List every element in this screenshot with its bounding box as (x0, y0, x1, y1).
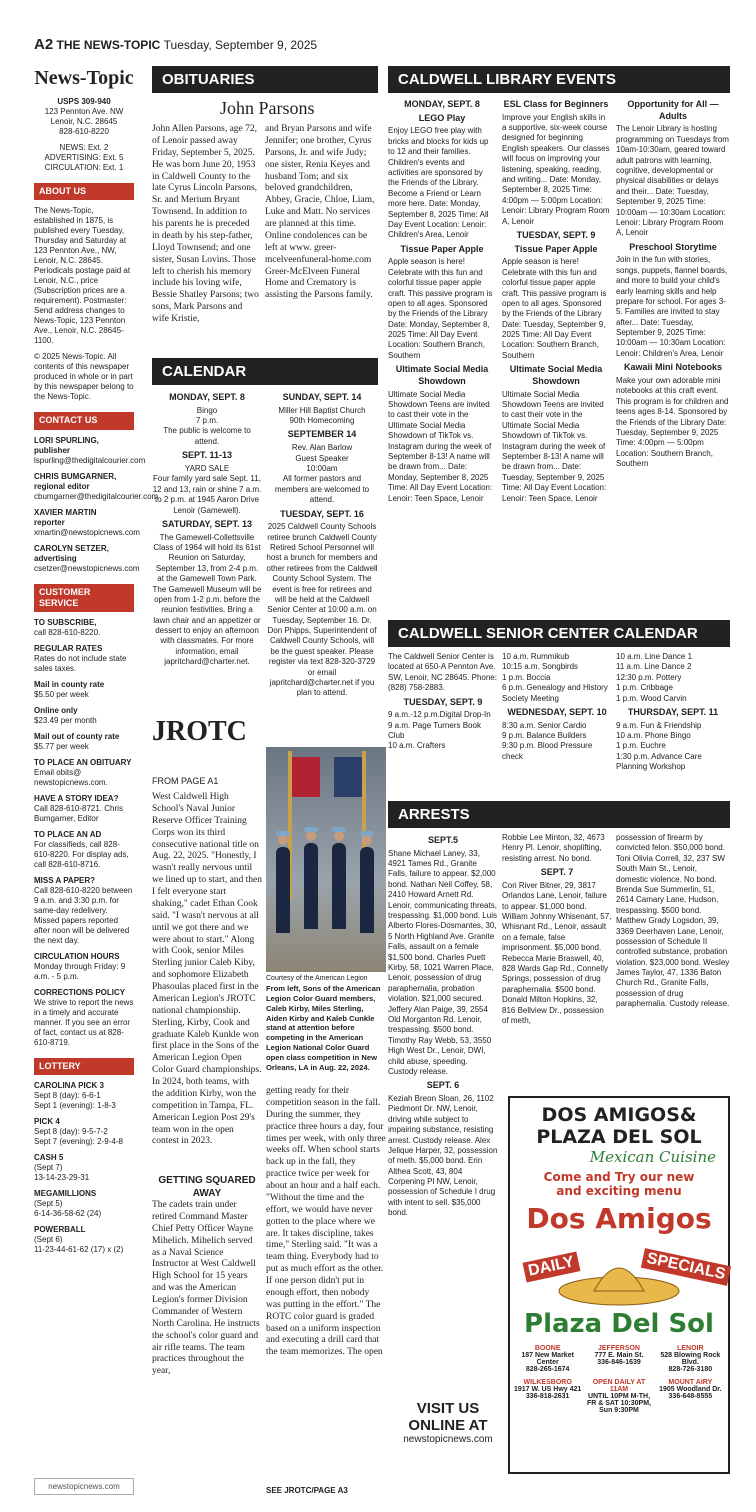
service-entry (34, 876, 134, 946)
ad-location (513, 1345, 582, 1373)
cadet-figure (360, 847, 374, 933)
cadet-face (278, 835, 288, 845)
restaurant-ad[interactable] (508, 1096, 730, 1474)
cadet-figure (332, 843, 346, 929)
flag (334, 757, 362, 797)
service-value: $23.49 per month (34, 716, 97, 725)
ad-locations (510, 1345, 728, 1414)
ad-location (513, 1379, 582, 1414)
obituary-name: John Parsons (220, 98, 315, 118)
service-entry (34, 830, 134, 870)
service-entry (34, 680, 134, 700)
service-entry (34, 794, 134, 824)
jump-line: SEE JROTC/PAGE A3 (266, 1486, 348, 1495)
arrests-col-2 (502, 833, 612, 1093)
service-entry (34, 644, 134, 674)
location-name: WILKESBORO (523, 1379, 572, 1386)
lottery-game: PICK 4 (34, 1117, 60, 1127)
cadet-cap (276, 831, 290, 836)
jrotc-from-text: FROM PAGE A1 (152, 776, 219, 786)
event-date: SEPT. 11-13 (181, 450, 233, 461)
ad-specials: SPECIALS (641, 1248, 731, 1286)
location-phone: FR & SAT 10:30PM, Sun 9:30PM (586, 1400, 652, 1414)
obituary-col-2: and Bryan Parsons and wife Jennifer; one brother, Cyrus Parsons, Jr. and wife Judy; one sister, Renia Keyes and husband Tom; and six beloved grandchildren, Abbey, Gracie, Chloe, Liam, Luke and Matt. No services are planned at this time. Online condolences can be left at www. greer-mcelveenfuneral-home.com Greer-McElveen Funeral Home and Crematory is assisting the Parsons family. (265, 124, 375, 301)
arrest-entries: Cori River Bitner, 29, 3817 Orlandos Lane, Lenoir, failure to appear. $1,000 bond. William Johnny Whisenant, 57, Whisnant Rd., Lenoir, assault on a female, false imprisonment. $5,000 bond. Rebecca Marie Braswell, 40, 828 Wards Gap Rd., Connelly Springs, possession of drug paraphernalia. $500 bond. Donald Milton Hopkins, 32, 816 Bellview Dr., possession of meth, (502, 880, 612, 1025)
contact-role: reporter (34, 517, 65, 527)
lottery-numbers: (Sept 5) 6-14-36-58-62 (24) (34, 1199, 102, 1219)
senior-items: 9 a.m.-12 p.m.Digital Drop-In 9 a.m. Page Turners Book Club 10 a.m. Crafters (388, 710, 491, 751)
jrotc-subhead: GETTING SQUARED AWAY (158, 1175, 256, 1199)
ad-location (656, 1345, 725, 1373)
service-value: call 828-610-8220. (34, 628, 101, 637)
library-col-3 (616, 97, 730, 609)
contact-entry (34, 435, 146, 466)
arrest-entries: Robbie Lee Minton, 32, 4673 Henry Pl. Lenoir, shoplifting, resisting arrest. No bond. (502, 833, 605, 863)
section-body: The Lenoir Library is hosting programming on Tuesdays from 10am-10:30am, geared toward adult patrons with learning, cognitive, developmental or physical disabilities or delays and their... Date: Tuesday, September 9, 2025 Time: 10:00am — 10:30am Location: Lenoir: Library Program Room A, Lenoir (616, 124, 729, 238)
section-body: Apple season is here! Celebrate with this fun and colorful tissue paper apple craft. This passive program is open to all ages. Sponsored by the Friends of the Library Date: Tuesday, September 9, 2025 Time: All Day Event Location: Southern Branch, Southern (502, 257, 607, 360)
senior-items: 8:30 a.m. Senior Cardio 9 p.m. Balance Builders 9:30 p.m. Blood Pressure check (502, 720, 593, 761)
section-subhead: TUESDAY, SEPT. 9 (516, 229, 596, 240)
event-date: SUNDAY, SEPT. 14 (282, 392, 362, 402)
service-title: CORRECTIONS POLICY (34, 988, 126, 997)
senior-day: TUESDAY, SEPT. 9 (403, 696, 483, 707)
contact-name: CAROLYN SETZER, (34, 543, 109, 553)
section-body: Enjoy LEGO free play with bricks and blocks for kids up to 12 and their families. Children's events and activities are sponsored by the Friends of the Library. Become a Friend or Learn more here. Date: Monday, September 8, 2025 Time: All Day Event Location: Lenoir: Children's Area, Lenoir (388, 126, 489, 240)
paper-name: THE NEWS-TOPIC (56, 38, 161, 52)
location-phone: 828-265-1674 (525, 1366, 570, 1373)
section-subhead: Kawaii Mini Notebooks (623, 362, 722, 373)
location-name: JEFFERSON (597, 1345, 640, 1352)
event-body: Miller Hill Baptist Church 90th Homecoming (278, 405, 366, 426)
customer-service-heading: CUSTOMER SERVICE (34, 584, 134, 613)
location-address: 528 Blowing Rock Blvd. (660, 1352, 721, 1366)
event-body: The Gamewell-Collettsville Class of 1964 will hold its 61st Reunion on Saturday, September 13, from 2-4 p.m. at the Gamewell Town Park. The Gamewell Museum will be open from 1-2 p.m. before the reunion festivities. Bring a lawn chair and an appetizer or dessert to enjoy an afternoon with classmates. For more information, email japritchard@charter.net. (152, 532, 262, 667)
lottery-numbers: Sept 8 (day): 9-5-7-2 Sept 7 (evening): 2-9-4-8 (34, 1127, 123, 1147)
ad-tagline-2: and exciting menu (556, 1184, 682, 1198)
service-value: Email obits@ newstopicnews.com. (34, 768, 108, 787)
service-entry (34, 706, 134, 726)
arrest-entries: possession of firearm by convicted felon. $50,000 bond. Toni Olivia Correll, 32, 237 SW South Main St., Lenoir, domestic violence. No bond. Brenda Sue Summerlin, 51, 2614 Camary Lane, Hudson, trespassing. $500 bond. Matthew Grady Logsdon, 39, 3369 Deerhaven Lane, Lenoir, possession of Schedule II controlled substance, probation violation. $23,000 bond. Wesley James Taylor, 47, 1336 Baton Church Rd., Granite Falls, possession of drug paraphernalia. Custody release. (616, 833, 730, 1009)
section-subhead: ESL Class for Beginners (503, 99, 609, 109)
location-name: BOONE (534, 1345, 561, 1352)
location-name: LENOIR (677, 1345, 704, 1352)
visit-line-1: VISIT US (416, 1400, 480, 1417)
service-title: Online only (34, 706, 78, 715)
arrest-date: SEPT.5 (427, 835, 458, 845)
senior-items: 9 a.m. Fun & Friendship 10 a.m. Phone Bingo 1 p.m. Euchre 1:30 p.m. Advance Care Planning Workshop (616, 720, 702, 772)
location-name: MOUNT AIRY (668, 1379, 713, 1386)
cadet-figure (276, 847, 290, 933)
service-entry (34, 988, 134, 1048)
contact-heading: CONTACT US (34, 412, 134, 429)
ad-tagline-1: Come and Try our new (543, 1170, 695, 1184)
service-value: We strive to report the news in a timely and accurate manner. If you see an error of fact, contact us at 828-610-8719. (34, 998, 134, 1047)
contact-email[interactable]: xmartin@newstopicnews.com (34, 527, 140, 537)
cadet-cap (332, 827, 346, 832)
contact-email[interactable]: lspurling@thedigitalcourier.com (34, 455, 146, 465)
event-date: SATURDAY, SEPT. 13 (161, 518, 253, 529)
section-subhead: Tissue Paper Apple (400, 243, 484, 254)
service-title: TO SUBSCRIBE, (34, 618, 97, 627)
calendar-col-2 (266, 390, 378, 706)
service-entry (34, 618, 134, 638)
ad-location (584, 1379, 653, 1414)
ad-specials-banner (510, 1239, 728, 1309)
event-date: SEPTEMBER 14 (287, 429, 357, 440)
service-value: For classifieds, call 828-610-8220. For display ads, call 828-610-8716. (34, 840, 129, 869)
library-col-2 (502, 97, 610, 609)
senior-items: The Caldwell Senior Center is located at 650-A Pennton Ave. SW, Lenoir, NC 28645. Phone: (828) 758-2883. (388, 652, 497, 693)
copyright: © 2025 News-Topic. All contents of this newspaper produced in whole or in part by this newspaper belong to the News-Topic. (34, 352, 134, 402)
obituary-col-1: John Allen Parsons, age 72, of Lenoir passed away Friday, September 5, 2025. He was born June 20, 1953 in Caldwell County to the late Cyrus Lincoln Parsons, Sr. and Merium Bryant Townsend. In addition to his parents he is preceded in death by his step-father, Lloyd Townsend; and one sister, Susan Lovins. Those left to cherish his memory include his loving wife, Bessie Shatley Parsons; two sons, Mark Parsons and wife Kristie, (152, 124, 259, 324)
visit-line-2: ONLINE AT (408, 1417, 488, 1434)
section-body: Join in the fun with stories, songs, puppets, flannel boards, and more to build your child's early learning skills and help prepare for school. For ages 3-5. Families are invited to stay after... Date: Tuesday, September 9, 2025 Time: 10:00am — 10:30am Location: Lenoir: Children's Area, Lenoir (616, 255, 728, 358)
section-body: Make your own adorable mini notebooks at this craft event. This program is for children and teens ages 8-14. Sponsored by the Friends of the Library Date: Tuesday, September 9, 2025 Time: 4:00pm — 5:00pm Location: Southern Branch, Southern (616, 375, 729, 469)
section-subhead: Opportunity for All — Adults (627, 99, 719, 121)
contact-role: regional editor (34, 481, 90, 491)
service-title: CIRCULATION HOURS (34, 952, 120, 961)
location-phone: 336-648-8555 (668, 1393, 713, 1400)
jrotc-col-1b: The cadets train under retired Command Master Chief Petty Officer Wayne Mihelich. Mihelich served as a Naval Science Instructor at West Caldwell High School for 15 years and was the American Legion's former Division Commander of Western North Carolina. He instructs the school's color guard and air rifle teams. The team practices throughout the year, (152, 1200, 260, 1377)
lottery-numbers: (Sept 7) 13-14-23-29-31 (34, 1163, 90, 1183)
section-body: Apple season is here! Celebrate with this fun and colorful tissue paper apple craft. This passive program is open to all ages. Sponsored by the Friends of the Library Date: Monday, September 8, 2025 Time: All Day Event Location: Southern Branch, Southern (388, 257, 493, 360)
service-title: MISS A PAPER? (34, 876, 96, 885)
sidebar (34, 66, 159, 1261)
lottery-entry (34, 1153, 134, 1183)
senior-items: 10 a.m. Rummikub 10:15 a.m. Songbirds 1 p.m. Boccia 6 p.m. Genealogy and History Society Meeting (502, 652, 608, 703)
obituaries-heading: OBITUARIES (152, 66, 378, 93)
lottery-entry (34, 1225, 134, 1255)
section-body: Improve your English skills in a supportive, six-week course designed for beginning English speakers. Our classes will focus on improving your listening, speaking, reading, and writing... Date: Monday, September 8, 2025 Time: 4:00pm — 5:00pm Location: Lenoir: Library Program Room A, Lenoir (502, 112, 610, 226)
page-number: A2 (34, 36, 54, 53)
location-address: 1917 W. US Hwy 421 (514, 1386, 582, 1393)
location-address: UNTIL 10PM M-TH, (587, 1393, 651, 1400)
lottery-game: MEGAMILLIONS (34, 1189, 97, 1199)
photo-caption: From left, Sons of the American Legion Color Guard members, Caleb Kirby, Miles Sterling, Aiden Kirby and Kaleb Cunkle stand at attention before competing in the American Legion National Color Guard open class competition in New Orleans, LA in Aug. 22, 2024. (266, 984, 381, 1072)
about-heading: ABOUT US (34, 183, 134, 200)
service-value: $5.77 per week (34, 742, 89, 751)
section-subhead: Preschool Storytime (629, 241, 717, 252)
color-guard-photo (266, 747, 386, 972)
ad-daily: DAILY (523, 1252, 580, 1283)
event-body: 2025 Caldwell County Schools retiree brunch Caldwell County Retired School Personnel will host a brunch for members and other retirees from the Caldwell County School System. The event is free for retirees and will be held at the Caldwell Senior Center at 10:00 a.m. on Tuesday, September 16. Dr. Don Phipps, Superintendent of Caldwell County Schools, will be the guest speaker. Please register via text 828-320-3729 or email japritchard@charter.net if you plan to attend. (266, 522, 378, 698)
arrest-date: SEPT. 6 (426, 1080, 460, 1091)
jrotc-col-2: getting ready for their competition season in the fall. During the summer, they practice three hours a day, four times per week, with only three weeks off. When school starts back up in the fall, they practice twice per week for about an hour and a half each. "Without the time and the effort, we would have never gotten to the place where we are. It takes discipline, takes time," Sterling said. "It was a team thing. Everybody had to put as much effort as the other. If one person didn't put in enough effort, then nobody was putting in the effort." The ROTC color guard is graded based on a uniform inspection and executing a drill card that the team memorizes. The open (266, 1086, 386, 1358)
senior-col-2 (502, 652, 612, 792)
library-col-1 (388, 97, 496, 609)
ext-circulation: CIRCULATION: Ext. 1 (44, 163, 124, 172)
cadet-face (334, 831, 344, 841)
lottery-game: CAROLINA PICK 3 (34, 1081, 104, 1091)
senior-day: WEDNESDAY, SEPT. 10 (507, 706, 607, 717)
lottery-entry (34, 1189, 134, 1219)
masthead-logo: News-Topic (34, 67, 134, 89)
section-subhead: Ultimate Social Media Showdown (395, 364, 489, 386)
jrotc-col-1: West Caldwell High School's Naval Junior Reserve Officer Training Corps won its third consecutive national title on Aug. 22, 2025. "Honestly, I wasn't really nervous until we lined up to start, and then I felt everyone start shaking," cadet Ethan Cook said. "I wasn't nervous at all until we got there and we were about to start." Along with Cook, senior Miles Sterling junior Caleb Kiby, and sophomore Elizabeth Phasoulas placed first in the American Legion's JROTC national championship. Sterling, Kirby, Cook and graduate Kaleb Kunkle won first place in the Sons of the American Legion Open Color Guard championships. In 2024, both teams, with the addition Kirby, won the competition in Tampa, FL. American Legion Post 29's team won in the open contest in 2023. (152, 792, 262, 1147)
contact-entry (34, 507, 140, 538)
service-value: Rates do not include state sales taxes. (34, 654, 127, 673)
service-title: HAVE A STORY IDEA? (34, 794, 119, 803)
service-title: TO PLACE AN OBITUARY (34, 758, 132, 767)
location-name: OPEN DAILY AT 11AM (592, 1379, 646, 1393)
cadet-cap (304, 827, 318, 832)
visit-online-promo[interactable] (388, 1400, 508, 1445)
arrests-col-1 (388, 833, 498, 1393)
extensions (34, 143, 134, 173)
ad-logo-dos-amigos: Dos Amigos (526, 1202, 712, 1235)
service-entry (34, 732, 134, 752)
usps-number: USPS 309-940 (57, 97, 111, 106)
section-subhead: Ultimate Social Media Showdown (509, 364, 603, 386)
ad-cuisine: Mexican Cuisine (589, 1148, 716, 1166)
ext-advertising: ADVERTISING: Ext. 5 (44, 153, 124, 162)
location-address: 1905 Woodland Dr. (659, 1386, 722, 1393)
jrotc-from (152, 776, 262, 788)
contact-email[interactable]: csetzer@newstopicnews.com (34, 563, 140, 573)
jrotc-title: JROTC (152, 716, 247, 747)
service-title: Mail out of county rate (34, 732, 120, 741)
lottery-game: POWERBALL (34, 1225, 86, 1235)
issue-date: Tuesday, September 9, 2025 (163, 38, 318, 52)
service-value: Monday through Friday: 9 a.m. - 5 p.m. (34, 962, 126, 981)
section-subhead: Tissue Paper Apple (514, 243, 598, 254)
service-value: Call 828-610-8721. Chris Bumgarner, Editor (34, 804, 123, 823)
service-value: Call 828-610-8220 between 9 a.m. and 3:30 p.m. for same-day redelivery. Missed papers reported after noon will be delivered the next day. (34, 886, 133, 945)
cadet-figure (304, 843, 318, 929)
flag (292, 757, 320, 797)
location-phone: 828-726-3180 (668, 1366, 713, 1373)
lottery-heading: LOTTERY (34, 1058, 134, 1075)
location-phone: 336-846-1639 (597, 1359, 641, 1366)
contact-name: CHRIS BUMGARNER, (34, 471, 117, 481)
ad-location (656, 1379, 725, 1414)
event-body: YARD SALE Four family yard sale Sept. 11, 12 and 13, rain or shine 7 a.m. to 2 p.m. at 1945 Aaron Drive Lenoir (Gamewell). (152, 463, 262, 515)
lottery-entry (34, 1081, 134, 1111)
calendar-heading: CALENDAR (152, 358, 378, 385)
contact-entry (34, 471, 159, 502)
lottery-numbers: (Sept 6) 11-23-44-61-62 (17) x (2) (34, 1235, 124, 1255)
contact-role: publisher (34, 445, 71, 455)
arrest-entries: Shane Michael Laney, 33, 4921 Tames Rd., Granite Falls, failure to appear. $2,000 bond. Nathan Neil Coffey, 58, 2410 Howard Arnett Rd. Lenoir, communicating threats, trespassing. $1,000 bond. Luis Alberto Flores-Dosmantes, 30, 5 North Highland Ave. Granite Falls, assault on a female $1,500 bond. Charles Puett Kirby, 58, 1021 Warren Place, Lenoir, possession of drug paraphernalia, probation violation. $21,000 secured. Jeffery Alan Paige, 39, 2554 Old Morganton Rd. Lenoir, trespassing. $500 bond. Timothy Ray Webb, 53, 3550 High West Dr., Lenoir, DWI, child abuse, speeding. Custody release. (388, 848, 497, 1076)
contact-entry (34, 543, 140, 574)
ad-title-2: PLAZA DEL SOL (536, 1126, 702, 1148)
folio (34, 36, 317, 53)
cadet-cap (360, 831, 374, 836)
ext-news: NEWS: Ext. 2 (59, 143, 109, 152)
library-heading: CALDWELL LIBRARY EVENTS (388, 66, 730, 93)
about-text: The News-Topic, established in 1875, is published every Tuesday, Thursday and Saturday at 123 Pennton Ave., NW, Lenoir, N.C. 28645. Periodicals postage paid at Lenoir, N.C., price (Subscription prices are a requirement). Postmaster: Send address changes to News-Topic, 123 Pennton Ave., Lenoir, N.C. 28645-1100. (34, 206, 131, 346)
senior-center-heading: CALDWELL SENIOR CENTER CALENDAR (388, 620, 730, 647)
contact-name: XAVIER MARTIN (34, 507, 97, 517)
arrests-heading: ARRESTS (388, 801, 730, 828)
service-value: $5.50 per week (34, 690, 89, 699)
ad-logo-plaza-del-sol: Plaza Del Sol (524, 1309, 714, 1339)
contact-name: LORI SPURLING, (34, 435, 99, 445)
service-title: TO PLACE AN AD (34, 830, 102, 839)
cadet-face (362, 835, 372, 845)
service-entry (34, 952, 134, 982)
ad-title-1: DOS AMIGOS& (541, 1104, 697, 1126)
arrests-col-3 (616, 833, 730, 1093)
calendar-col-1 (152, 390, 262, 706)
lottery-game: CASH 5 (34, 1153, 64, 1163)
senior-col-1 (388, 652, 498, 792)
event-body: Rev. Alan Barlow Guest Speaker 10:00am All former pastors and members are welcomed to attend. (274, 443, 370, 505)
ad-location (584, 1345, 653, 1373)
address: 123 Pennton Ave. NW Lenoir, N.C. 28645 828-610-8220 (44, 107, 124, 136)
event-body: Bingo 7 p.m. The public is welcome to attend. (163, 405, 251, 446)
contact-role: advertising (34, 553, 77, 563)
service-title: REGULAR RATES (34, 644, 103, 653)
customer-service-list (34, 618, 134, 1048)
section-body: Ultimate Social Media Showdown Teens are invited to cast their vote in the Ultimate Social Media Showdown of TikTok vs. Instagram during the week of September 8-13! A name will be drawn from... Date: Monday, September 8, 2025 Time: All Day Event Location: Lenoir: Teen Space, Lenoir (388, 389, 493, 503)
location-address: 777 E. Main St. (594, 1352, 644, 1359)
section-subhead: LEGO Play (418, 112, 466, 123)
arrest-date: SEPT. 7 (540, 867, 574, 878)
event-date: TUESDAY, SEPT. 16 (280, 508, 364, 519)
footer-url[interactable]: newstopicnews.com (34, 1478, 134, 1495)
visit-url[interactable]: newstopicnews.com (403, 1434, 493, 1445)
senior-items: 10 a.m. Line Dance 1 11 a.m. Line Dance 2 12:30 p.m. Pottery 1 p.m. Cribbage 1 p.m. Wood Carvin (616, 652, 693, 703)
lottery-numbers: Sept 8 (day): 6-6-1 Sept 1 (evening): 1-8-3 (34, 1091, 116, 1111)
service-entry (34, 758, 134, 788)
service-title: Mail in county rate (34, 680, 105, 689)
senior-day: THURSDAY, SEPT. 11 (627, 706, 719, 717)
senior-col-3 (616, 652, 730, 792)
lottery-list (34, 1081, 134, 1255)
contact-email[interactable]: cbumgarner@thedigitalcourier.com (34, 491, 159, 501)
arrest-entries: Keziah Breon Sloan, 26, 1102 Piedmont Dr. NW, Lenoir, driving while subject to impairing substance, resisting arrest. Custody release. Alex Jelique Harper, 32, possession of meth. $5,000 bond. Erin Althea Scott, 43, 804 Corpening Pl NW, Lenoir, possession of Schedule I drug with intent to sell. $35,000 bond. (388, 1093, 498, 1218)
photo-credit: Courtesy of the American Legion (266, 975, 368, 982)
location-phone: 336-818-2631 (525, 1393, 570, 1400)
section-body: Ultimate Social Media Showdown Teens are invited to cast their vote in the Ultimate Social Media Showdown of TikTok vs. Instagram during the week of September 8-13! A name will be drawn from... Date: Tuesday, September 9, 2025 Time: All Day Event Location: Lenoir: Teen Space, Lenoir (502, 389, 607, 503)
cadet-face (306, 831, 316, 841)
event-date: MONDAY, SEPT. 8 (169, 392, 245, 402)
location-address: 187 New Market Center (521, 1352, 574, 1366)
section-subhead: MONDAY, SEPT. 8 (404, 99, 480, 109)
contact-list (34, 435, 159, 574)
lottery-entry (34, 1117, 134, 1147)
